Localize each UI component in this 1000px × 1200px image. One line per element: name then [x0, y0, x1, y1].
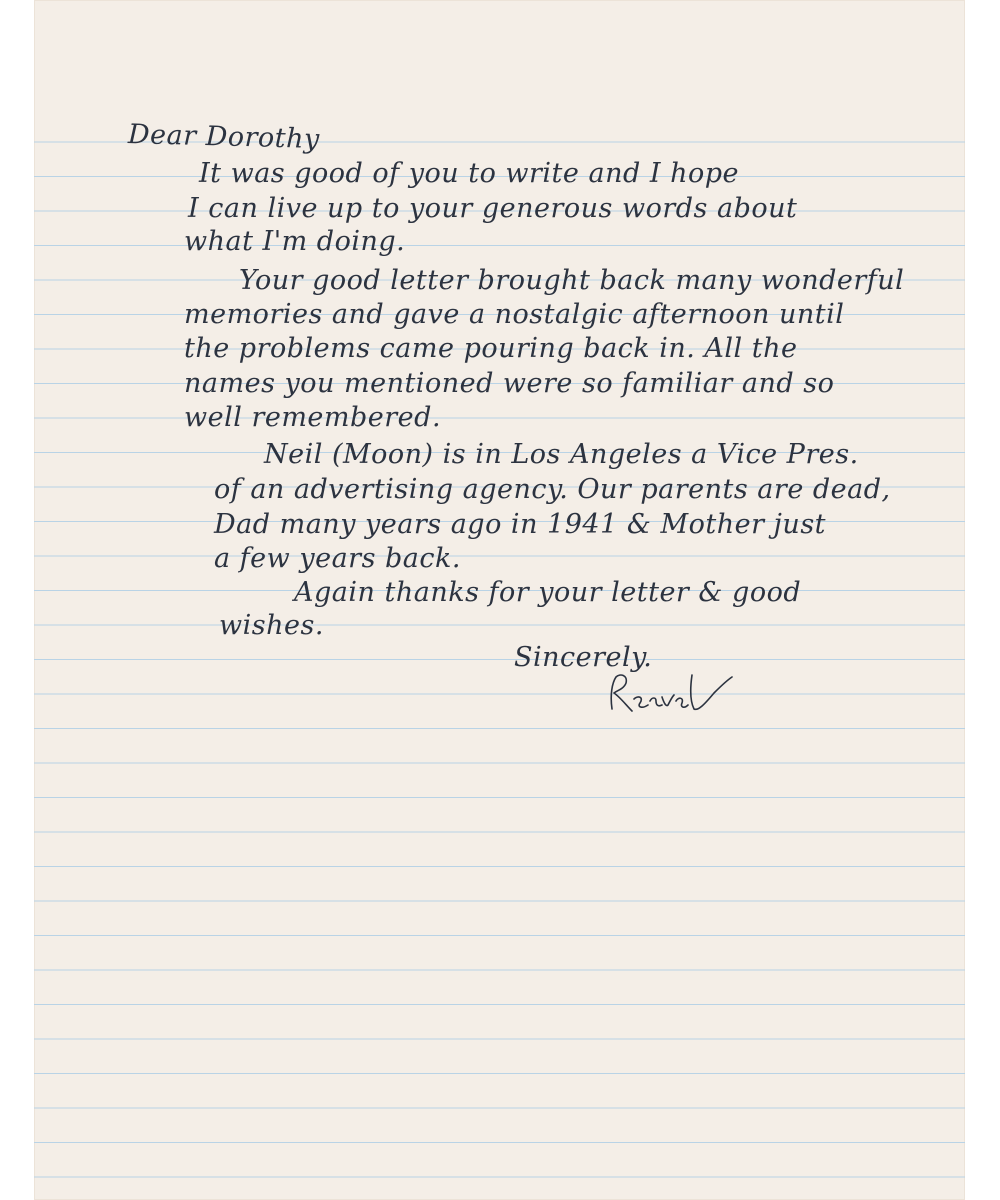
letter-line: what I'm doing. — [184, 226, 406, 257]
letter-line: Your good letter brought back many wonderful — [239, 265, 905, 296]
letter-line: I can live up to your generous words about — [188, 193, 798, 224]
letter-line: Dad many years ago in 1941 & Mother just — [214, 509, 827, 540]
letter-line: the problems came pouring back in. All the — [184, 333, 798, 364]
letter-line: a few years back. — [214, 543, 461, 574]
handwritten-letter — [34, 0, 965, 1200]
letter-line: of an advertising agency. Our parents are dead, — [214, 474, 891, 505]
letter-line: wishes. — [219, 610, 324, 641]
letter-line: memories and gave a nostalgic afternoon until — [184, 299, 845, 330]
letter-line: names you mentioned were so familiar and so — [184, 368, 835, 399]
letter-line: Neil (Moon) is in Los Angeles a Vice Pres. — [264, 439, 859, 470]
letter-line: It was good of you to write and I hope — [199, 158, 739, 189]
letter-line: Again thanks for your letter & good — [294, 577, 802, 608]
letter-line: well remembered. — [184, 402, 442, 433]
signature — [604, 665, 744, 725]
letter-page — [34, 0, 965, 1200]
salutation: Dear Dorothy — [127, 119, 321, 156]
closing: Sincerely. — [514, 642, 653, 673]
